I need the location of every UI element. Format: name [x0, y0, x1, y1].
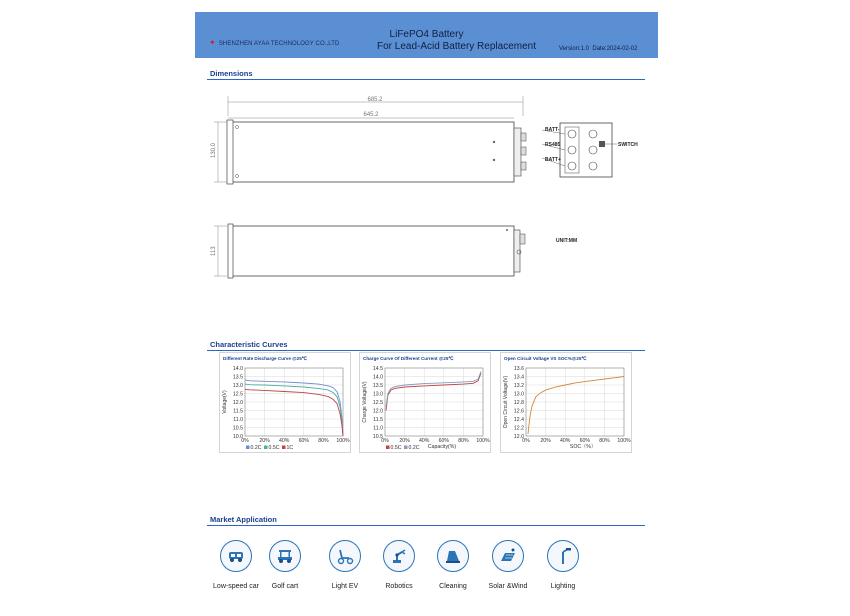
golf-cart-icon: [269, 540, 301, 572]
rs485-label: RS485: [545, 142, 561, 148]
ocv-soc-chart: [500, 352, 632, 453]
batt-pos-label: BATT+: [545, 157, 561, 163]
discharge-chart: [219, 352, 351, 453]
y-tick-label: 12.8: [513, 399, 524, 406]
cleaning-icon: [437, 540, 469, 572]
app-label-solar-wind: Solar &Wind: [488, 583, 528, 590]
market-rule: [207, 525, 645, 526]
y-axis-label: Charge Voltage(V): [362, 381, 368, 423]
batt-neg-label: BATT-: [545, 127, 560, 133]
lighting-icon: [547, 540, 579, 572]
app-label-low-speed-car: Low-speed car: [213, 583, 259, 590]
x-tick-label: 20%: [399, 438, 410, 444]
y-tick-label: 14.0: [372, 374, 383, 381]
x-tick-label: 100%: [476, 438, 490, 444]
battery-side-view: [232, 226, 514, 276]
x-tick-label: 60%: [438, 438, 449, 444]
y-tick-label: 10.5: [232, 425, 243, 432]
y-tick-label: 13.6: [513, 365, 524, 372]
app-label-lighting: Lighting: [550, 583, 576, 590]
app-label-robotics: Robotics: [385, 583, 413, 590]
legend-swatch: [404, 446, 408, 450]
x-tick-label: 20%: [540, 438, 551, 444]
series-line-0.2C: [386, 371, 481, 407]
width-label: 130.0: [211, 142, 217, 158]
x-tick-label: 0%: [241, 438, 249, 444]
discharge-chart-title: Different Rate Discharge Curve @25℃: [223, 356, 307, 361]
legend-label: 0.5C: [390, 445, 402, 451]
legend-label: 1C: [286, 445, 294, 451]
battery-top-view: [232, 122, 514, 182]
robotics-icon: [383, 540, 415, 572]
charge-chart: [359, 352, 491, 453]
y-tick-label: 14.0: [232, 365, 243, 372]
switch-label: SWITCH: [618, 142, 638, 148]
y-tick-label: 11.5: [233, 408, 243, 415]
app-light-ev: [317, 540, 373, 590]
x-tick-label: 40%: [279, 438, 290, 444]
unit-label: UNIT:MM: [556, 238, 578, 244]
x-tick-label: 60%: [579, 438, 590, 444]
date: Date:2024-02-02: [592, 46, 638, 52]
x-tick-label: 0%: [381, 438, 389, 444]
y-tick-label: 12.5: [232, 391, 243, 398]
x-tick-label: 80%: [318, 438, 329, 444]
app-cleaning: [425, 540, 481, 590]
legend-swatch: [386, 446, 390, 450]
y-tick-label: 13.0: [372, 391, 383, 398]
app-label-golf-cart: Golf cart: [271, 583, 299, 590]
low-speed-car-icon: [220, 540, 252, 572]
legend-label: 0.2C: [408, 445, 420, 451]
y-tick-label: 12.0: [232, 399, 243, 406]
market-title: Market Application: [210, 515, 277, 524]
y-tick-label: 13.2: [513, 382, 524, 389]
y-tick-label: 13.5: [372, 382, 383, 389]
app-lighting: [535, 540, 591, 590]
ocv-soc-chart-title: Open Circuit Voltage VS SOC%@25℃: [504, 356, 587, 361]
solar-wind-icon: [492, 540, 524, 572]
y-axis-label: Voltage(V): [222, 390, 228, 414]
y-tick-label: 12.0: [372, 408, 383, 415]
height-label: 113: [211, 246, 217, 256]
overall-length-label: 685.2: [367, 97, 383, 103]
x-tick-label: 80%: [458, 438, 469, 444]
version: Version:1.0: [559, 46, 590, 52]
y-axis-label: Open Circuit Voltage(V): [503, 375, 509, 429]
app-golf-cart: [257, 540, 313, 590]
series-line-0.5C: [386, 373, 481, 410]
legend-swatch: [264, 446, 268, 450]
y-tick-label: 10.5: [372, 433, 383, 440]
legend-swatch: [282, 446, 286, 450]
app-label-cleaning: Cleaning: [439, 583, 467, 590]
app-robotics: [371, 540, 427, 590]
app-label-light-ev: Light EV: [331, 583, 359, 590]
x-tick-label: 80%: [599, 438, 610, 444]
company-text: SHENZHEN AYAA TECHNOLOGY CO.,LTD: [218, 41, 340, 47]
y-tick-label: 13.5: [232, 374, 243, 381]
legend-label: 0.5C: [268, 445, 280, 451]
charge-chart-svg: [360, 353, 490, 452]
y-tick-label: 14.5: [372, 365, 383, 372]
body-length-label: 645.2: [363, 112, 379, 118]
y-tick-label: 13.0: [513, 391, 524, 398]
header-banner: [195, 12, 658, 58]
ocv-soc-chart-svg: [501, 353, 631, 452]
y-tick-label: 12.5: [372, 399, 383, 406]
y-tick-label: 13.4: [513, 374, 524, 381]
y-tick-label: 12.2: [513, 425, 524, 432]
x-tick-label: 100%: [617, 438, 631, 444]
light-ev-icon: [329, 540, 361, 572]
app-low-speed-car: [208, 540, 264, 590]
document-title: LiFePO4 Battery: [389, 29, 464, 40]
x-tick-label: 40%: [419, 438, 430, 444]
series-line-1C: [245, 389, 343, 436]
y-tick-label: 13.0: [232, 382, 243, 389]
x-axis-label: SOC（%）: [569, 444, 597, 450]
document-subtitle: For Lead-Acid Battery Replacement: [377, 41, 536, 52]
app-solar-wind: [480, 540, 536, 590]
y-tick-label: 11.0: [233, 416, 243, 423]
curves-title: Characteristic Curves: [210, 340, 288, 349]
dimension-drawing: [205, 90, 655, 290]
company-logo-icon: ✦: [209, 38, 216, 47]
dimensions-title: Dimensions: [210, 69, 253, 78]
y-tick-label: 12.0: [513, 433, 524, 440]
y-tick-label: 11.0: [373, 425, 383, 432]
dimensions-rule: [207, 79, 645, 80]
charge-chart-title: Charge Curve Of Different Current @25℃: [363, 356, 454, 361]
x-axis-label: Capacity(%): [427, 444, 457, 450]
y-tick-label: 10.0: [232, 433, 243, 440]
legend-swatch: [246, 446, 250, 450]
discharge-chart-svg: [220, 353, 350, 452]
y-tick-label: 12.6: [513, 408, 524, 415]
x-tick-label: 0%: [522, 438, 530, 444]
legend-label: 0.2C: [250, 445, 262, 451]
y-tick-label: 12.4: [513, 416, 524, 423]
x-tick-label: 20%: [259, 438, 270, 444]
x-tick-label: 60%: [298, 438, 309, 444]
x-tick-label: 100%: [336, 438, 350, 444]
version-date: [559, 46, 637, 52]
curves-rule: [207, 350, 645, 351]
x-tick-label: 40%: [560, 438, 571, 444]
y-tick-label: 11.5: [373, 416, 383, 423]
